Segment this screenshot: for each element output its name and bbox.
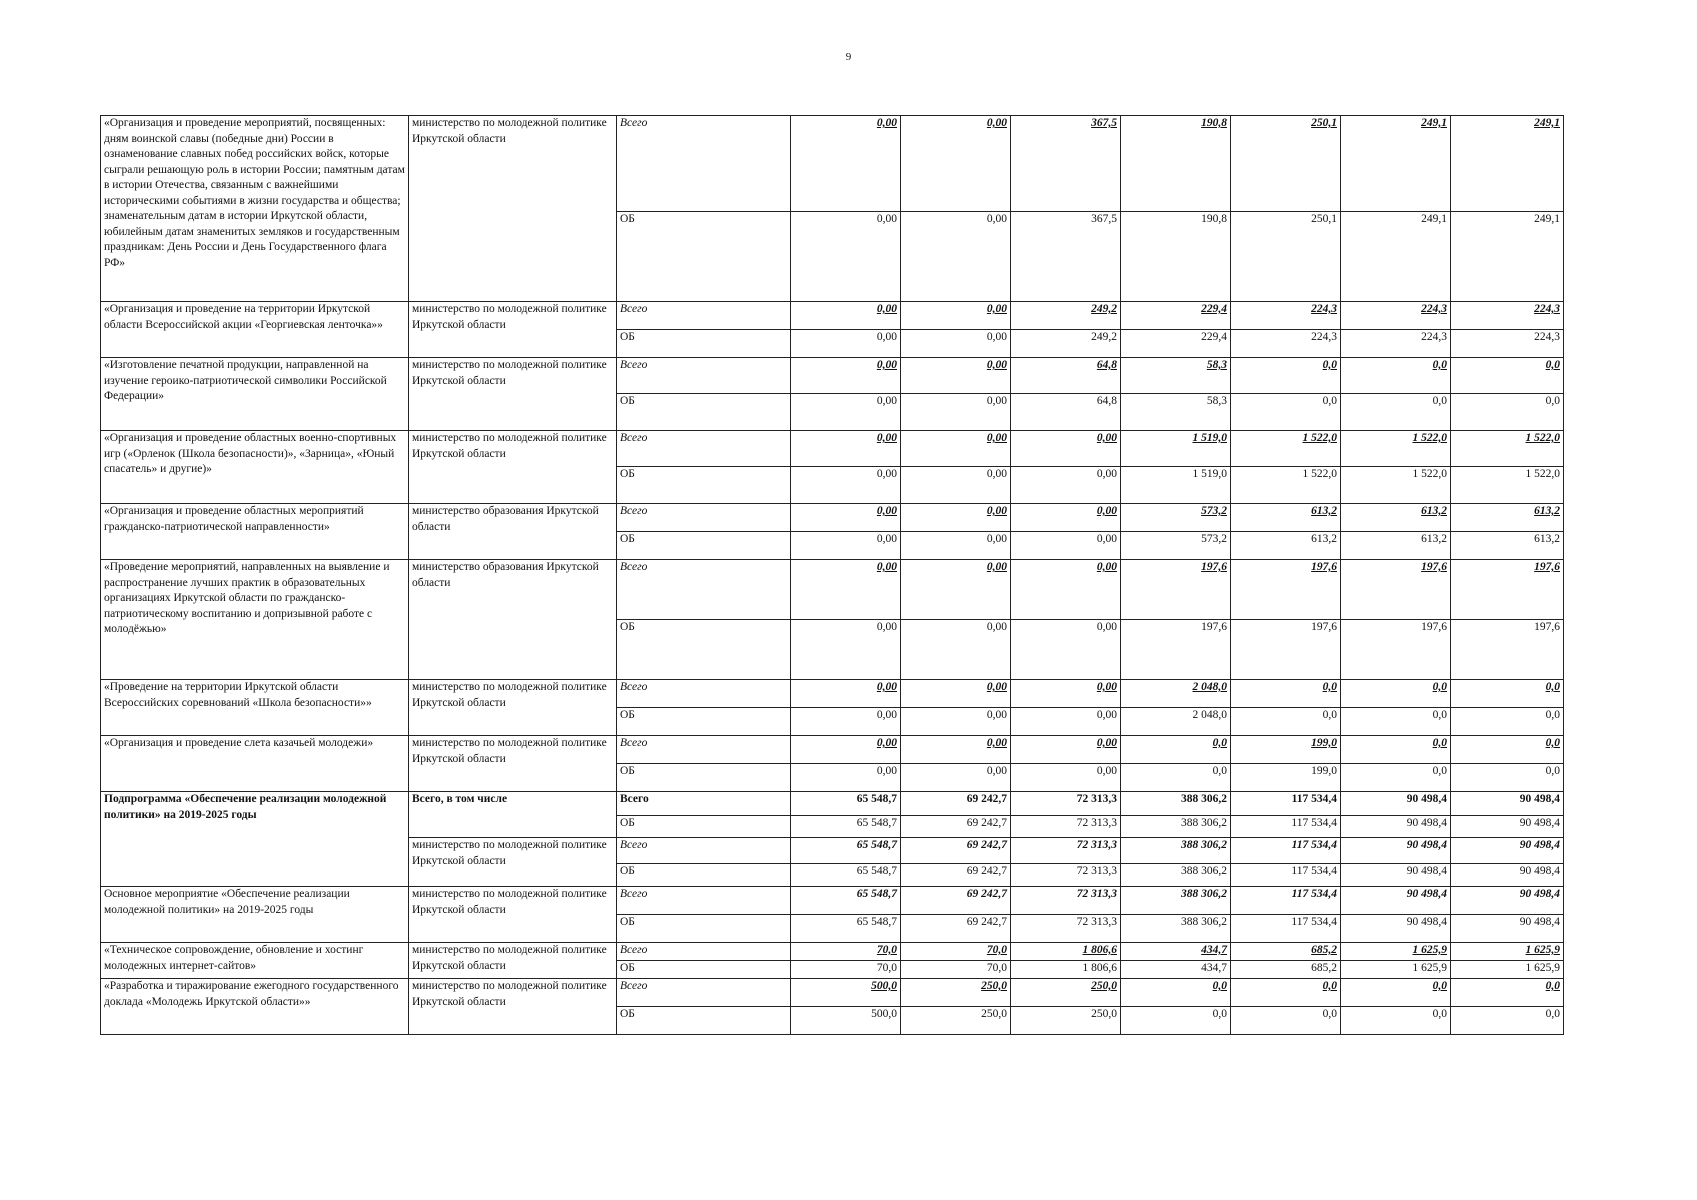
year-value: 117 534,4 xyxy=(1231,838,1341,864)
year-value: 70,0 xyxy=(791,961,901,979)
table-row xyxy=(101,887,1564,915)
year-value: 388 306,2 xyxy=(1121,792,1231,816)
year-value: 0,0 xyxy=(1231,680,1341,708)
year-value: 0,0 xyxy=(1121,1007,1231,1035)
table-row xyxy=(101,943,1564,961)
year-value: 1 625,9 xyxy=(1451,961,1564,979)
year-value: 434,7 xyxy=(1121,961,1231,979)
funding-source: Всего xyxy=(617,504,791,532)
year-value: 224,3 xyxy=(1231,330,1341,358)
table-row xyxy=(101,116,1564,212)
year-value: 65 548,7 xyxy=(791,792,901,816)
year-value: 249,1 xyxy=(1451,116,1564,212)
year-value: 0,00 xyxy=(1011,431,1121,467)
executor: министерство по молодежной политике Иркутской области xyxy=(409,887,617,943)
year-value: 90 498,4 xyxy=(1451,915,1564,943)
table-row xyxy=(101,680,1564,708)
year-value: 0,00 xyxy=(791,764,901,792)
year-value: 367,5 xyxy=(1011,116,1121,212)
funding-source: Всего xyxy=(617,887,791,915)
funding-source: ОБ xyxy=(617,961,791,979)
year-value: 69 242,7 xyxy=(901,864,1011,887)
year-value: 250,0 xyxy=(1011,1007,1121,1035)
funding-source: ОБ xyxy=(617,816,791,838)
year-value: 72 313,3 xyxy=(1011,792,1121,816)
funding-source: Всего xyxy=(617,560,791,620)
year-value: 0,0 xyxy=(1341,1007,1451,1035)
year-value: 117 534,4 xyxy=(1231,915,1341,943)
year-value: 250,0 xyxy=(901,979,1011,1007)
year-value: 0,0 xyxy=(1341,680,1451,708)
year-value: 199,0 xyxy=(1231,764,1341,792)
year-value: 0,00 xyxy=(1011,708,1121,736)
year-value: 0,00 xyxy=(901,680,1011,708)
year-value: 90 498,4 xyxy=(1341,915,1451,943)
year-value: 1 806,6 xyxy=(1011,961,1121,979)
year-value: 500,0 xyxy=(791,1007,901,1035)
funding-source: ОБ xyxy=(617,212,791,302)
year-value: 1 806,6 xyxy=(1011,943,1121,961)
year-value: 0,00 xyxy=(791,212,901,302)
year-value: 0,00 xyxy=(791,467,901,504)
year-value: 1 522,0 xyxy=(1341,467,1451,504)
year-value: 65 548,7 xyxy=(791,887,901,915)
year-value: 1 522,0 xyxy=(1341,431,1451,467)
year-value: 613,2 xyxy=(1341,504,1451,532)
year-value: 573,2 xyxy=(1121,532,1231,560)
year-value: 685,2 xyxy=(1231,961,1341,979)
year-value: 70,0 xyxy=(791,943,901,961)
year-value: 0,00 xyxy=(901,504,1011,532)
year-value: 0,00 xyxy=(901,764,1011,792)
year-value: 0,00 xyxy=(901,116,1011,212)
year-value: 388 306,2 xyxy=(1121,816,1231,838)
year-value: 0,0 xyxy=(1121,736,1231,764)
year-value: 224,3 xyxy=(1451,302,1564,330)
year-value: 224,3 xyxy=(1341,302,1451,330)
year-value: 65 548,7 xyxy=(791,915,901,943)
year-value: 0,00 xyxy=(901,302,1011,330)
year-value: 0,0 xyxy=(1451,708,1564,736)
year-value: 0,00 xyxy=(791,394,901,431)
year-value: 1 522,0 xyxy=(1451,467,1564,504)
year-value: 367,5 xyxy=(1011,212,1121,302)
year-value: 249,1 xyxy=(1341,116,1451,212)
activity-name: «Организация и проведение слета казачьей молодежи» xyxy=(101,736,409,792)
year-value: 0,00 xyxy=(791,504,901,532)
year-value: 224,3 xyxy=(1231,302,1341,330)
year-value: 0,00 xyxy=(901,736,1011,764)
executor: министерство по молодежной политике Иркутской области xyxy=(409,943,617,979)
activity-name: Основное мероприятие «Обеспечение реализации молодежной политики» на 2019-2025 годы xyxy=(101,887,409,943)
year-value: 65 548,7 xyxy=(791,816,901,838)
page-number: 9 xyxy=(845,51,852,63)
year-value: 0,0 xyxy=(1451,764,1564,792)
activity-name: «Техническое сопровождение, обновление и хостинг молодежных интернет-сайтов» xyxy=(101,943,409,979)
budget-table xyxy=(100,115,1564,1035)
year-value: 1 519,0 xyxy=(1121,467,1231,504)
year-value: 90 498,4 xyxy=(1341,792,1451,816)
year-value: 0,0 xyxy=(1231,1007,1341,1035)
year-value: 613,2 xyxy=(1451,532,1564,560)
year-value: 0,00 xyxy=(901,532,1011,560)
year-value: 197,6 xyxy=(1451,620,1564,680)
year-value: 90 498,4 xyxy=(1451,792,1564,816)
year-value: 197,6 xyxy=(1341,560,1451,620)
year-value: 434,7 xyxy=(1121,943,1231,961)
year-value: 0,00 xyxy=(901,330,1011,358)
year-value: 90 498,4 xyxy=(1341,816,1451,838)
year-value: 250,1 xyxy=(1231,212,1341,302)
year-value: 0,00 xyxy=(791,358,901,394)
year-value: 0,0 xyxy=(1341,708,1451,736)
funding-source: ОБ xyxy=(617,915,791,943)
year-value: 0,0 xyxy=(1451,680,1564,708)
year-value: 65 548,7 xyxy=(791,838,901,864)
year-value: 0,00 xyxy=(1011,680,1121,708)
year-value: 388 306,2 xyxy=(1121,915,1231,943)
year-value: 90 498,4 xyxy=(1451,838,1564,864)
funding-source: Всего xyxy=(617,302,791,330)
year-value: 197,6 xyxy=(1231,620,1341,680)
activity-name: Подпрограмма «Обеспечение реализации молодежной политики» на 2019-2025 годы xyxy=(101,792,409,887)
year-value: 0,0 xyxy=(1121,979,1231,1007)
table-row xyxy=(101,736,1564,764)
year-value: 249,1 xyxy=(1341,212,1451,302)
year-value: 0,00 xyxy=(791,680,901,708)
executor: министерство по молодежной политике Иркутской области xyxy=(409,979,617,1035)
year-value: 0,00 xyxy=(901,560,1011,620)
funding-source: ОБ xyxy=(617,764,791,792)
year-value: 2 048,0 xyxy=(1121,708,1231,736)
activity-name: «Организация и проведение областных военно-спортивных игр («Орленок (Школа безопасности)», «Зарница», «Юный спасатель» и другие)» xyxy=(101,431,409,504)
funding-source: ОБ xyxy=(617,532,791,560)
funding-source: Всего xyxy=(617,979,791,1007)
year-value: 0,0 xyxy=(1451,394,1564,431)
activity-name: «Организация и проведение областных мероприятий гражданско-патриотической направленности» xyxy=(101,504,409,560)
year-value: 0,00 xyxy=(901,394,1011,431)
year-value: 197,6 xyxy=(1121,620,1231,680)
year-value: 90 498,4 xyxy=(1451,887,1564,915)
year-value: 229,4 xyxy=(1121,302,1231,330)
year-value: 197,6 xyxy=(1121,560,1231,620)
table-row xyxy=(101,358,1564,394)
year-value: 90 498,4 xyxy=(1341,864,1451,887)
year-value: 0,00 xyxy=(1011,736,1121,764)
year-value: 250,0 xyxy=(1011,979,1121,1007)
year-value: 613,2 xyxy=(1231,532,1341,560)
year-value: 613,2 xyxy=(1451,504,1564,532)
year-value: 500,0 xyxy=(791,979,901,1007)
year-value: 70,0 xyxy=(901,943,1011,961)
year-value: 69 242,7 xyxy=(901,792,1011,816)
year-value: 0,00 xyxy=(791,116,901,212)
funding-source: ОБ xyxy=(617,330,791,358)
table-row xyxy=(101,302,1564,330)
year-value: 90 498,4 xyxy=(1451,816,1564,838)
year-value: 72 313,3 xyxy=(1011,838,1121,864)
executor: министерство по молодежной политике Иркутской области xyxy=(409,116,617,302)
year-value: 197,6 xyxy=(1231,560,1341,620)
year-value: 0,00 xyxy=(791,708,901,736)
year-value: 2 048,0 xyxy=(1121,680,1231,708)
year-value: 573,2 xyxy=(1121,504,1231,532)
year-value: 0,00 xyxy=(1011,560,1121,620)
year-value: 1 625,9 xyxy=(1451,943,1564,961)
funding-source: Всего xyxy=(617,838,791,864)
year-value: 224,3 xyxy=(1451,330,1564,358)
activity-name: «Организация и проведение мероприятий, посвященных: дням воинской славы (победные дни) России в ознаменование славных побед российских войск, которые сыграли решающую роль в истории России; памятным датам в истории Отечества, связанным с важнейшими историческими событиями в жизни государства и общества; знаменательным датам в истории Иркутской области, юбилейным датам знаменитых земляков и государственным праздникам: День России и День Государственного флага РФ» xyxy=(101,116,409,302)
year-value: 69 242,7 xyxy=(901,915,1011,943)
year-value: 1 625,9 xyxy=(1341,943,1451,961)
year-value: 0,0 xyxy=(1341,394,1451,431)
funding-source: ОБ xyxy=(617,864,791,887)
year-value: 0,0 xyxy=(1231,979,1341,1007)
year-value: 117 534,4 xyxy=(1231,816,1341,838)
year-value: 0,00 xyxy=(791,302,901,330)
funding-source: Всего xyxy=(617,431,791,467)
funding-source: ОБ xyxy=(617,394,791,431)
year-value: 90 498,4 xyxy=(1341,838,1451,864)
year-value: 0,0 xyxy=(1341,979,1451,1007)
year-value: 1 519,0 xyxy=(1121,431,1231,467)
year-value: 0,00 xyxy=(901,431,1011,467)
year-value: 388 306,2 xyxy=(1121,864,1231,887)
year-value: 0,00 xyxy=(791,560,901,620)
executor: министерство по молодежной политике Иркутской области xyxy=(409,838,617,887)
year-value: 117 534,4 xyxy=(1231,864,1341,887)
year-value: 388 306,2 xyxy=(1121,887,1231,915)
year-value: 0,00 xyxy=(901,467,1011,504)
year-value: 0,00 xyxy=(791,431,901,467)
year-value: 0,00 xyxy=(1011,467,1121,504)
table-row xyxy=(101,560,1564,620)
year-value: 69 242,7 xyxy=(901,887,1011,915)
activity-name: «Организация и проведение на территории Иркутской области Всероссийской акции «Георгиевская ленточка»» xyxy=(101,302,409,358)
table-row xyxy=(101,504,1564,532)
year-value: 0,00 xyxy=(1011,764,1121,792)
year-value: 1 522,0 xyxy=(1451,431,1564,467)
funding-source: Всего xyxy=(617,736,791,764)
executor: министерство по молодежной политике Иркутской области xyxy=(409,431,617,504)
executor: Всего, в том числе xyxy=(409,792,617,838)
year-value: 58,3 xyxy=(1121,358,1231,394)
year-value: 0,00 xyxy=(1011,620,1121,680)
year-value: 64,8 xyxy=(1011,358,1121,394)
year-value: 0,0 xyxy=(1451,979,1564,1007)
year-value: 0,00 xyxy=(901,620,1011,680)
year-value: 229,4 xyxy=(1121,330,1231,358)
year-value: 69 242,7 xyxy=(901,816,1011,838)
funding-source: ОБ xyxy=(617,1007,791,1035)
funding-source: ОБ xyxy=(617,708,791,736)
executor: министерство образования Иркутской области xyxy=(409,504,617,560)
executor: министерство по молодежной политике Иркутской области xyxy=(409,358,617,431)
year-value: 613,2 xyxy=(1341,532,1451,560)
year-value: 0,00 xyxy=(901,708,1011,736)
funding-source: ОБ xyxy=(617,467,791,504)
year-value: 197,6 xyxy=(1451,560,1564,620)
table-row xyxy=(101,979,1564,1007)
funding-source: Всего xyxy=(617,943,791,961)
year-value: 0,00 xyxy=(901,212,1011,302)
year-value: 249,2 xyxy=(1011,330,1121,358)
year-value: 72 313,3 xyxy=(1011,887,1121,915)
year-value: 0,00 xyxy=(901,358,1011,394)
table-row xyxy=(101,431,1564,467)
year-value: 613,2 xyxy=(1231,504,1341,532)
year-value: 0,00 xyxy=(1011,532,1121,560)
year-value: 0,00 xyxy=(791,330,901,358)
year-value: 249,1 xyxy=(1451,212,1564,302)
year-value: 90 498,4 xyxy=(1341,887,1451,915)
year-value: 250,0 xyxy=(901,1007,1011,1035)
year-value: 1 522,0 xyxy=(1231,431,1341,467)
activity-name: «Проведение на территории Иркутской области Всероссийских соревнований «Школа безопасности»» xyxy=(101,680,409,736)
funding-source: Всего xyxy=(617,116,791,212)
year-value: 0,0 xyxy=(1341,358,1451,394)
year-value: 199,0 xyxy=(1231,736,1341,764)
year-value: 0,0 xyxy=(1451,736,1564,764)
executor: министерство по молодежной политике Иркутской области xyxy=(409,302,617,358)
year-value: 0,00 xyxy=(1011,504,1121,532)
year-value: 190,8 xyxy=(1121,116,1231,212)
year-value: 0,0 xyxy=(1231,358,1341,394)
year-value: 190,8 xyxy=(1121,212,1231,302)
year-value: 58,3 xyxy=(1121,394,1231,431)
year-value: 0,0 xyxy=(1121,764,1231,792)
year-value: 224,3 xyxy=(1341,330,1451,358)
year-value: 249,2 xyxy=(1011,302,1121,330)
funding-source: Всего xyxy=(617,680,791,708)
year-value: 65 548,7 xyxy=(791,864,901,887)
year-value: 90 498,4 xyxy=(1451,864,1564,887)
year-value: 250,1 xyxy=(1231,116,1341,212)
year-value: 1 625,9 xyxy=(1341,961,1451,979)
year-value: 197,6 xyxy=(1341,620,1451,680)
activity-name: «Изготовление печатной продукции, направленной на изучение героико-патриотической символики Российской Федерации» xyxy=(101,358,409,431)
year-value: 64,8 xyxy=(1011,394,1121,431)
year-value: 72 313,3 xyxy=(1011,816,1121,838)
funding-source: Всего xyxy=(617,792,791,816)
year-value: 0,0 xyxy=(1341,736,1451,764)
year-value: 0,0 xyxy=(1341,764,1451,792)
year-value: 0,0 xyxy=(1451,1007,1564,1035)
activity-name: «Разработка и тиражирование ежегодного государственного доклада «Молодежь Иркутской области»» xyxy=(101,979,409,1035)
year-value: 72 313,3 xyxy=(1011,915,1121,943)
year-value: 0,0 xyxy=(1231,394,1341,431)
year-value: 72 313,3 xyxy=(1011,864,1121,887)
year-value: 117 534,4 xyxy=(1231,887,1341,915)
year-value: 0,0 xyxy=(1451,358,1564,394)
executor: министерство образования Иркутской области xyxy=(409,560,617,680)
year-value: 1 522,0 xyxy=(1231,467,1341,504)
activity-name: «Проведение мероприятий, направленных на выявление и распространение лучших практик в образовательных организациях Иркутской области по гражданско-патриотическому воспитанию и допризывной работе с молодёжью» xyxy=(101,560,409,680)
year-value: 0,00 xyxy=(791,736,901,764)
year-value: 0,00 xyxy=(791,620,901,680)
year-value: 388 306,2 xyxy=(1121,838,1231,864)
year-value: 685,2 xyxy=(1231,943,1341,961)
year-value: 70,0 xyxy=(901,961,1011,979)
table-row xyxy=(101,792,1564,816)
funding-source: Всего xyxy=(617,358,791,394)
executor: министерство по молодежной политике Иркутской области xyxy=(409,680,617,736)
year-value: 69 242,7 xyxy=(901,838,1011,864)
year-value: 0,0 xyxy=(1231,708,1341,736)
year-value: 117 534,4 xyxy=(1231,792,1341,816)
funding-source: ОБ xyxy=(617,620,791,680)
executor: министерство по молодежной политике Иркутской области xyxy=(409,736,617,792)
year-value: 0,00 xyxy=(791,532,901,560)
